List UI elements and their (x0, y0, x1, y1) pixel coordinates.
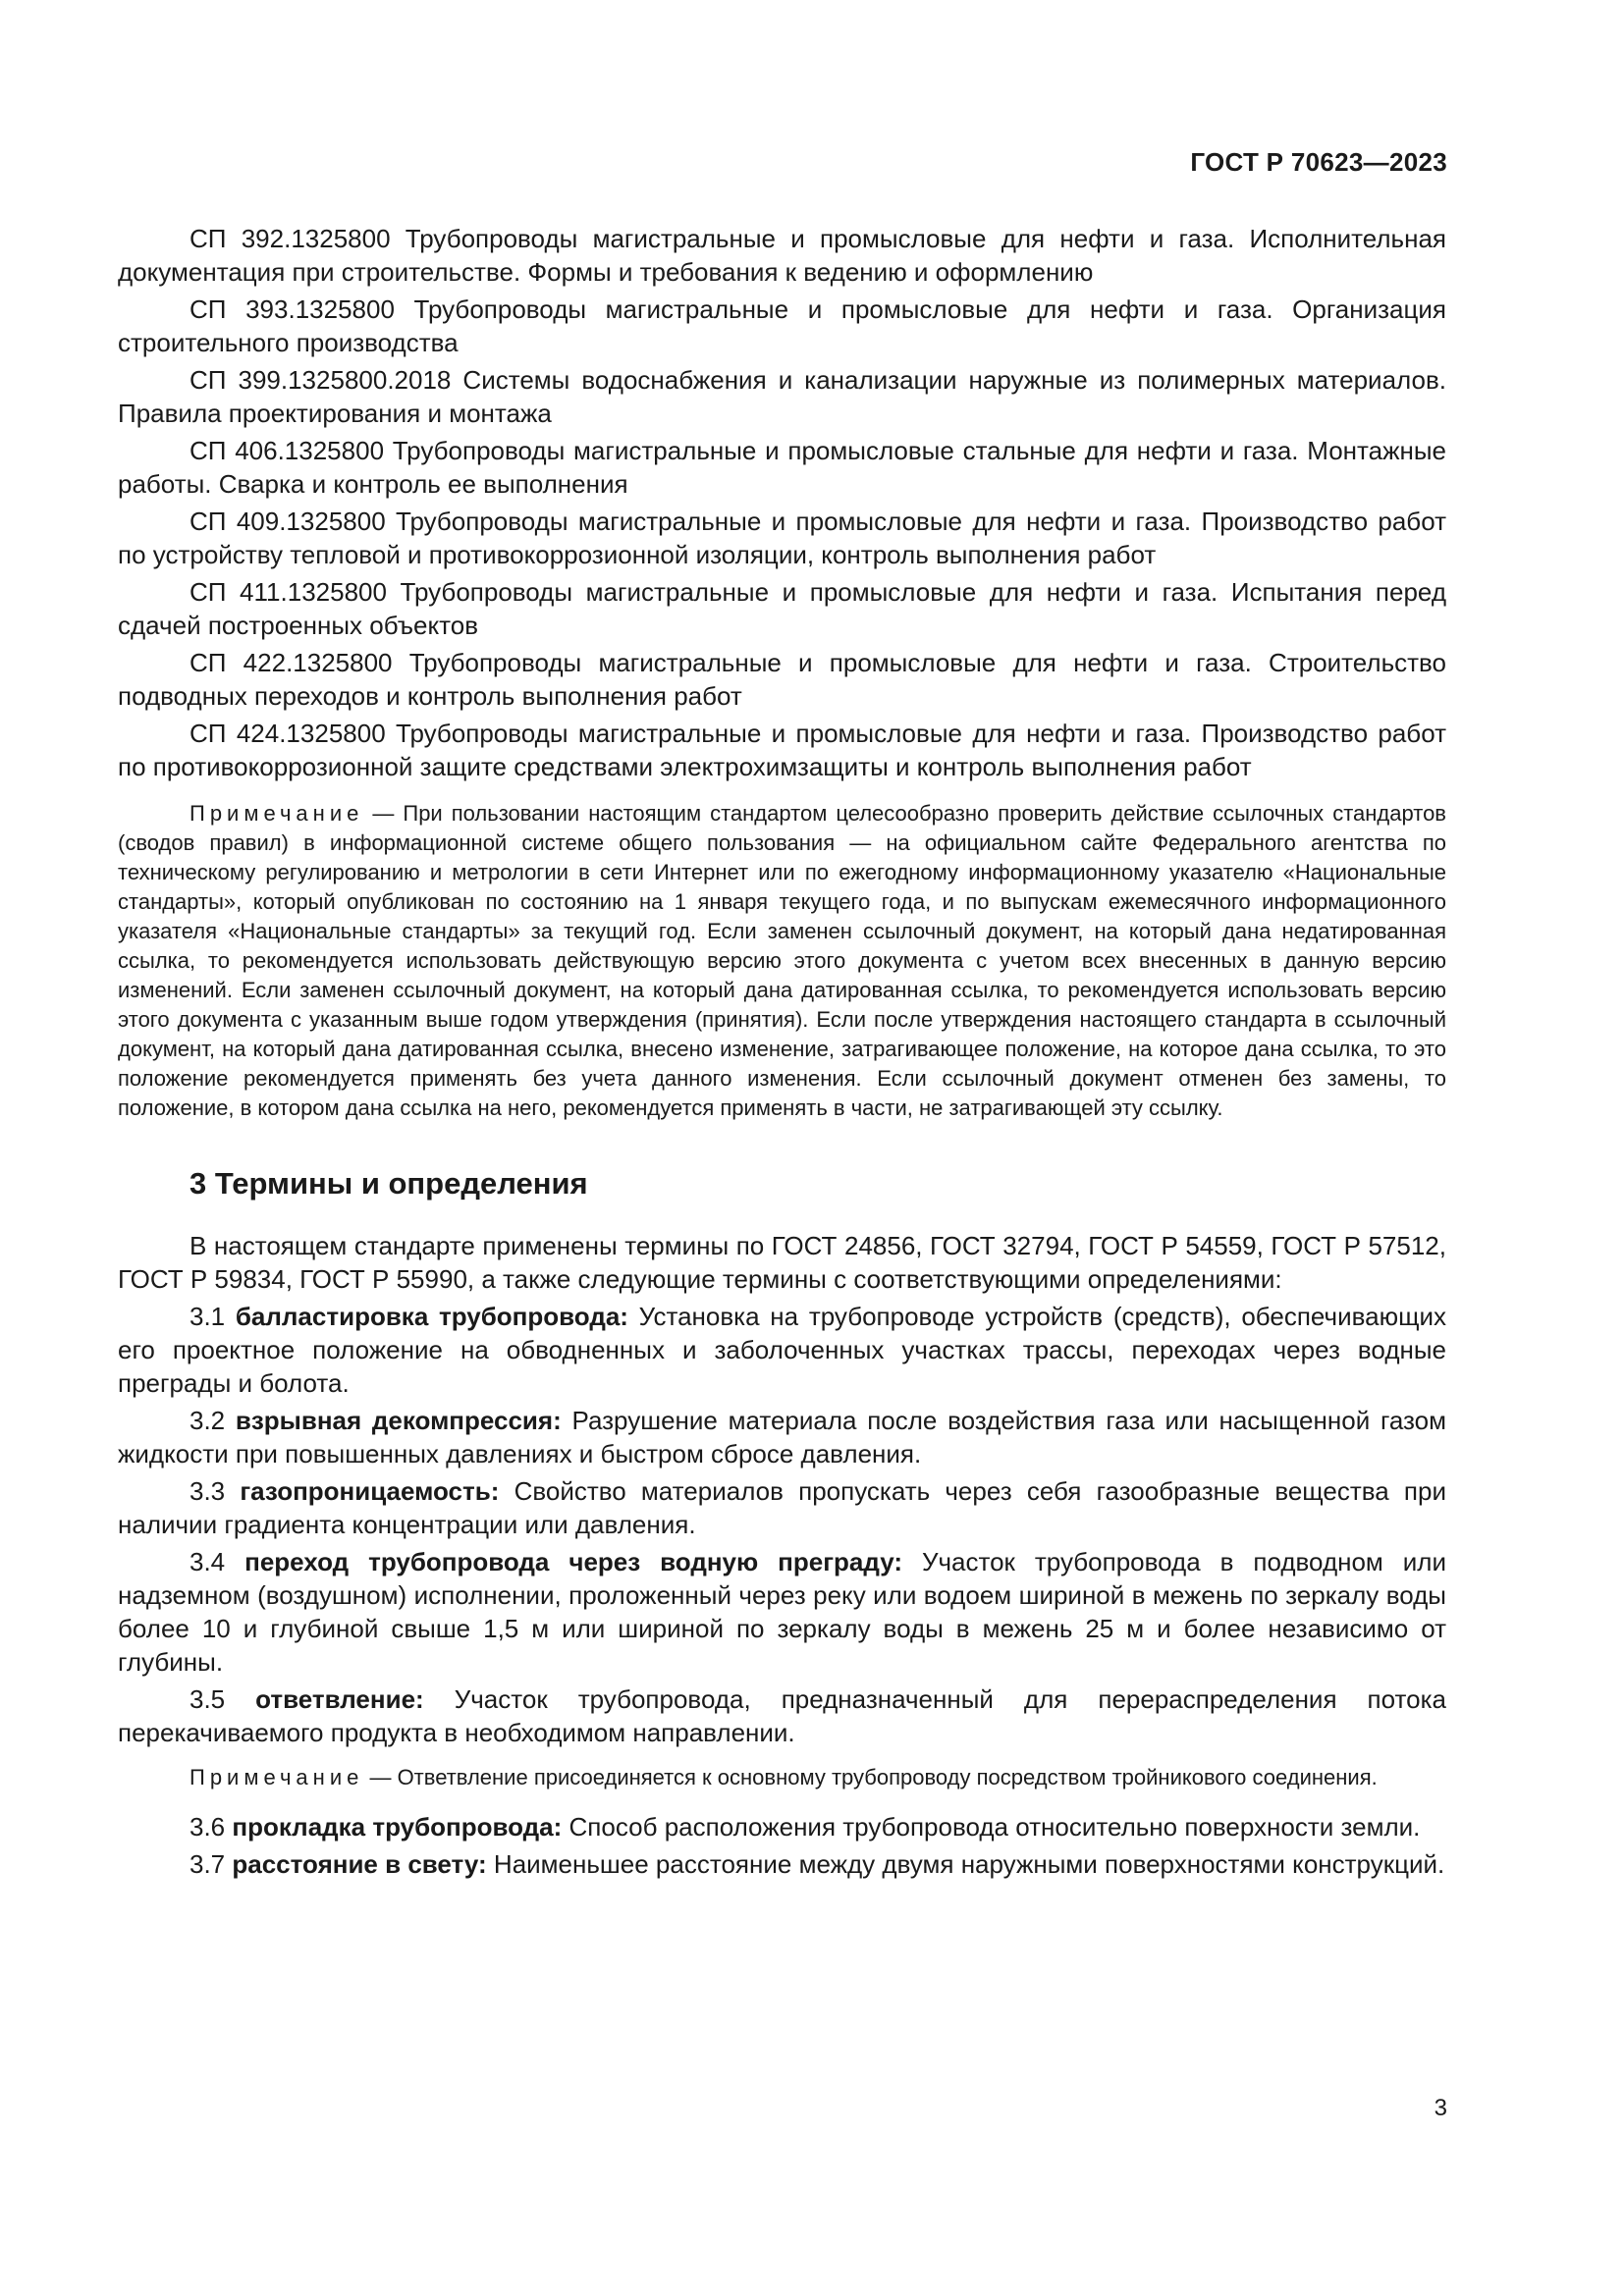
term-text: Участок трубопровода, предназначенный для перераспределения потока перекачиваемого продукта в необходимом направлении. (118, 1684, 1446, 1747)
term-number: 3.7 (189, 1849, 233, 1879)
term-definition (118, 1545, 1446, 1679)
page-number: 3 (1434, 2095, 1447, 2121)
term-definition (118, 1300, 1446, 1400)
document-code-header: ГОСТ Р 70623—2023 (1190, 147, 1447, 177)
references-note (118, 799, 1446, 1123)
term-definition (118, 1810, 1446, 1843)
term-text: Участок трубопровода в подводном или надземном (воздушном) исполнении, проложенный через реку или водоем шириной в межень по зеркалу воды более 10 и глубиной свыше 1,5 м или шириной по зеркалу воды в межень 25 м и более независимо от глубины. (118, 1547, 1446, 1677)
reference-item: СП 392.1325800 Трубопроводы магистральные и промысловые для нефти и газа. Исполнительная документация при строительстве. Формы и требования к ведению и оформлению (118, 224, 1446, 287)
term-number: 3.2 (189, 1406, 236, 1435)
term-definition (118, 1474, 1446, 1541)
term-number: 3.1 (189, 1302, 236, 1331)
term-name: ответвление: (255, 1684, 424, 1714)
reference-item: СП 393.1325800 Трубопроводы магистральные и промысловые для нефти и газа. Организация строительного производства (118, 294, 1446, 357)
term-number: 3.5 (189, 1684, 256, 1714)
reference-item: СП 411.1325800 Трубопроводы магистральные и промысловые для нефти и газа. Испытания перед сдачей построенных объектов (118, 577, 1446, 640)
term-number: 3.3 (189, 1476, 241, 1506)
note-label: Примечание (189, 1765, 364, 1789)
page-content (118, 222, 1446, 1885)
term-definition (118, 1682, 1446, 1749)
term-definition (118, 1404, 1446, 1470)
term-note (118, 1763, 1446, 1792)
term-name: расстояние в свету: (232, 1849, 487, 1879)
term-name: газопроницаемость: (240, 1476, 500, 1506)
term-name: балластировка трубопровода: (235, 1302, 628, 1331)
term-text: Установка на трубопроводе устройств (средств), обеспечивающих его проектное положение на обводненных и заболоченных участках трассы, переходах через водные преграды и болота. (118, 1302, 1446, 1398)
reference-item: СП 422.1325800 Трубопроводы магистральные и промысловые для нефти и газа. Строительство подводных переходов и контроль выполнения работ (118, 648, 1446, 711)
note-label: Примечание (189, 801, 364, 826)
term-text: Свойство материалов пропускать через себя газообразные вещества при наличии градиента концентрации или давления. (118, 1476, 1446, 1539)
reference-item: СП 406.1325800 Трубопроводы магистральные и промысловые стальные для нефти и газа. Монтажные работы. Сварка и контроль ее выполнения (118, 436, 1446, 499)
reference-item: СП 399.1325800.2018 Системы водоснабжения и канализации наружные из полимерных материалов. Правила проектирования и монтажа (118, 365, 1446, 428)
reference-item: СП 409.1325800 Трубопроводы магистральные и промысловые для нефти и газа. Производство работ по устройству тепловой и противокоррозионной изоляции, контроль выполнения работ (118, 507, 1446, 569)
term-number: 3.4 (189, 1547, 245, 1576)
section-title: 3 Термины и определения (189, 1166, 588, 1201)
note-text: — При пользовании настоящим стандартом целесообразно проверить действие ссылочных стандартов (сводов правил) в информационной системе общего пользования — на официальном сайте Федерального агентства по техническому регулированию и метрологии в сети Интернет или по ежегодному информационному указателю «Национальные стандарты», который опубликован по состоянию на 1 января текущего года, и по выпускам ежемесячного информационного указателя «Национальные стандарты» за текущий год. Если заменен ссылочный документ, на который дана недатированная ссылка, то рекомендуется использовать действующую версию этого документа с учетом всех внесенных в данную версию изменений. Если заменен ссылочный документ, на который дана датированная ссылка, то рекомендуется использовать версию этого документа с указанным выше годом утверждения (принятия). Если после утверждения настоящего стандарта в ссылочный документ, на который дана датированная ссылка, внесено изменение, затрагивающее положение, на которое дана ссылка, то это положение рекомендуется применять без учета данного изменения. Если ссылочный документ отменен без замены, то положение, в котором дана ссылка на него, рекомендуется применять в части, не затрагивающей эту ссылку. (118, 801, 1446, 1120)
term-text: Наименьшее расстояние между двумя наружными поверхностями конструкций. (486, 1849, 1445, 1879)
term-name: прокладка трубопровода: (232, 1812, 563, 1842)
term-text: Способ расположения трубопровода относительно поверхности земли. (562, 1812, 1421, 1842)
term-definition (118, 1847, 1446, 1881)
reference-item: СП 424.1325800 Трубопроводы магистральные и промысловые для нефти и газа. Производство работ по противокоррозионной защите средствами электрохимзащиты и контроль выполнения работ (118, 719, 1446, 781)
term-name: взрывная декомпрессия: (235, 1406, 562, 1435)
term-number: 3.6 (189, 1812, 233, 1842)
note-text: — Ответвление присоединяется к основному трубопроводу посредством тройникового соединения. (363, 1765, 1378, 1789)
section-intro: В настоящем стандарте применены термины по ГОСТ 24856, ГОСТ 32794, ГОСТ Р 54559, ГОСТ Р 57512, ГОСТ Р 59834, ГОСТ Р 55990, а также следующие термины с соответствующими определениями: (118, 1231, 1446, 1294)
term-text: Разрушение материала после воздействия газа или насыщенной газом жидкости при повышенных давлениях и быстром сбросе давления. (118, 1406, 1446, 1468)
term-name: переход трубопровода через водную преграду: (244, 1547, 902, 1576)
